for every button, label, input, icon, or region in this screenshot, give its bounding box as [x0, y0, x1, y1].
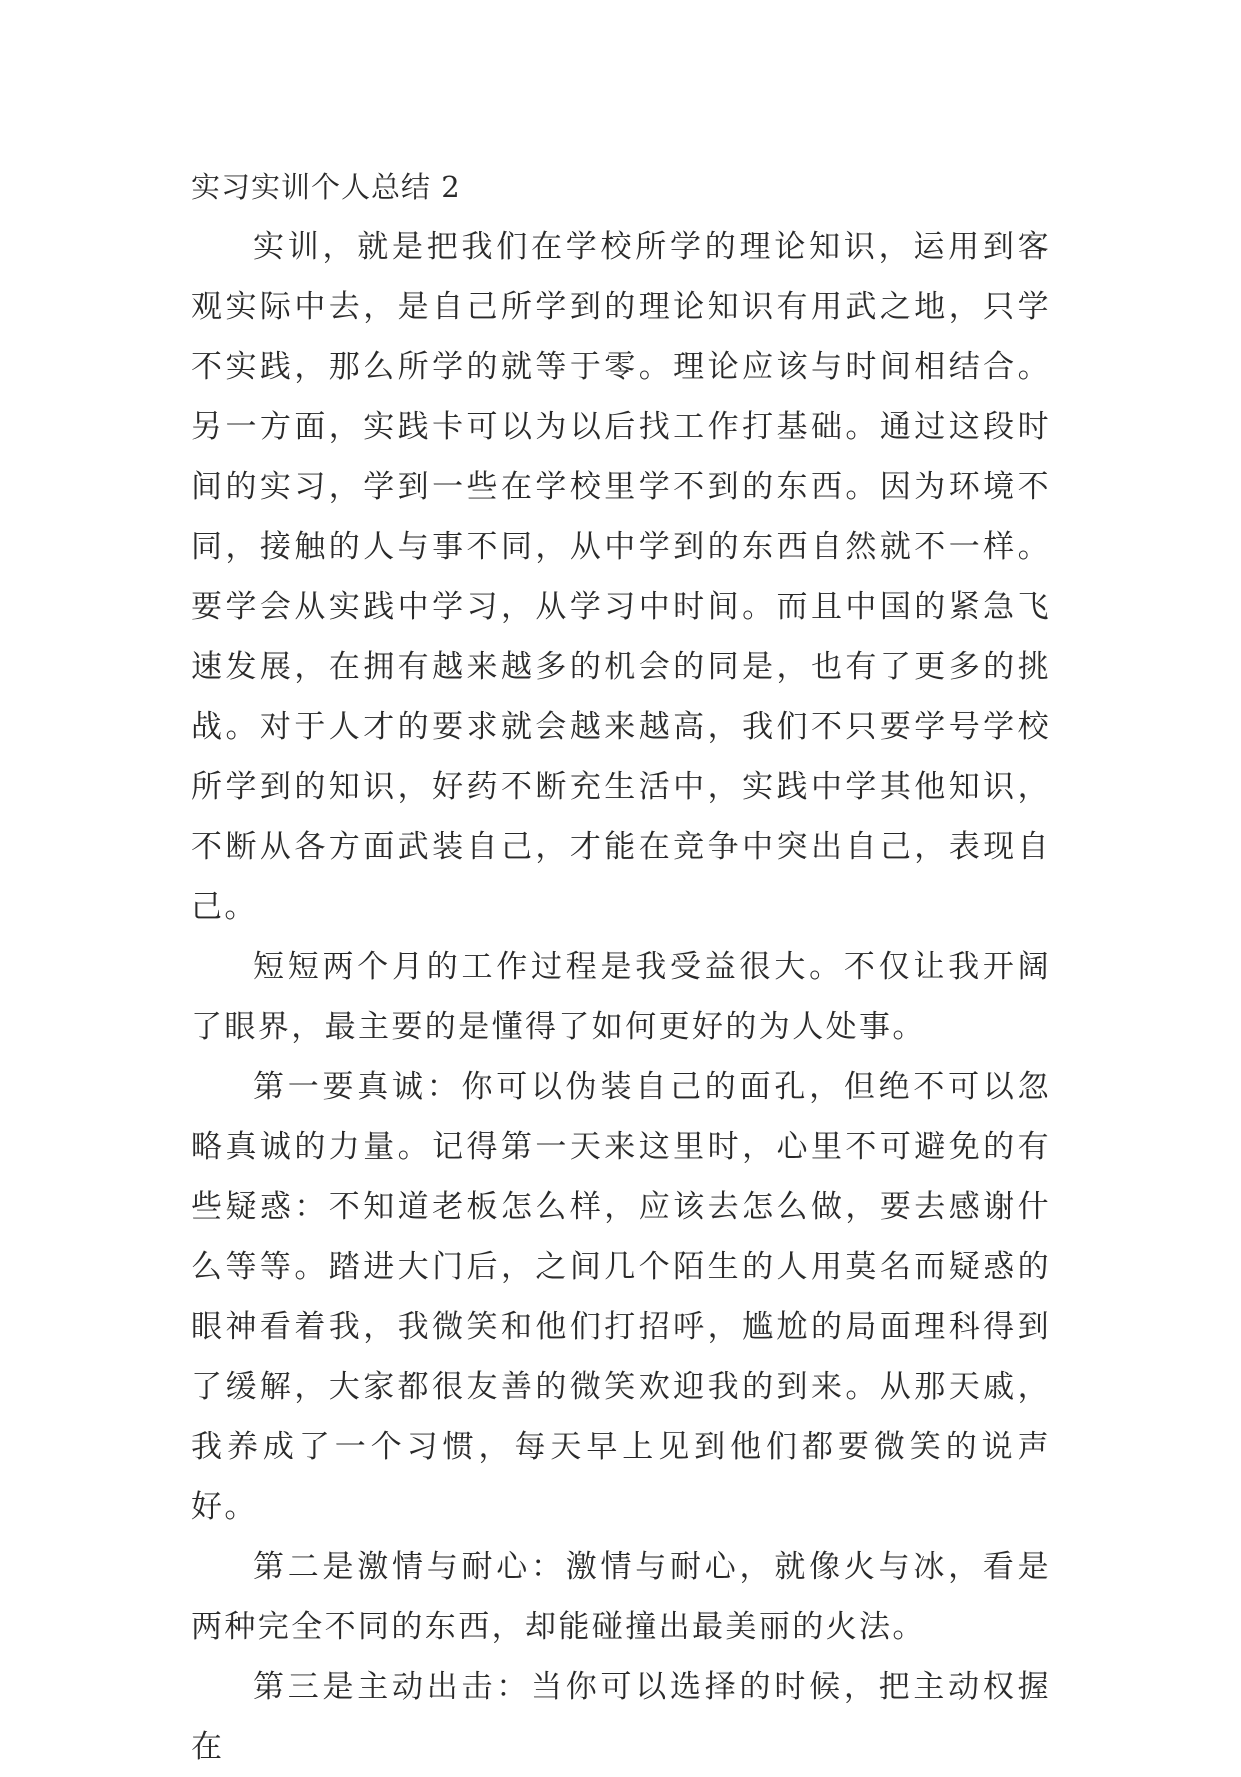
paragraph-internship-meaning: 实训，就是把我们在学校所学的理论知识，运用到客观实际中去，是自己所学到的理论知识有用武之地，只学不实践，那么所学的就等于零。理论应该与时间相结合。另一方面，实践卡可以为以后找工作打基础。通过这段时间的实习，学到一些在学校里学不到的东西。因为环境不同，接触的人与事不同，从中学到的东西自然就不一样。要学会从实践中学习，从学习中时间。而且中国的紧急飞速发展，在拥有越来越多的机会的同是，也有了更多的挑战。对于人才的要求就会越来越高，我们不只要学号学校所学到的知识，好药不断充生活中，实践中学其他知识，不断从各方面武装自己，才能在竞争中突出自己，表现自己。 [191, 229, 1051, 925]
document-page [191, 157, 1051, 1777]
paragraph-sincerity: 第一要真诚：你可以伪装自己的面孔，但绝不可以忽略真诚的力量。记得第一天来这里时，心里不可避免的有些疑惑：不知道老板怎么样，应该去怎么做，要去感谢什么等等。踏进大门后，之间几个陌生的人用莫名而疑惑的眼神看着我，我微笑和他们打招呼，尴尬的局面理科得到了缓解，大家都很友善的微笑欢迎我的到来。从那天戚，我养成了一个习惯，每天早上见到他们都要微笑的说声好。 [191, 1069, 1051, 1525]
paragraph-take-initiative: 第三是主动出击：当你可以选择的时候，把主动权握在 [191, 1669, 1051, 1765]
document-title: 实习实训个人总结 2 [191, 170, 461, 204]
paragraph-two-months: 短短两个月的工作过程是我受益很大。不仅让我开阔了眼界，最主要的是懂得了如何更好的为人处事。 [191, 949, 1051, 1045]
paragraph-passion-patience: 第二是激情与耐心：激情与耐心，就像火与冰，看是两种完全不同的东西，却能碰撞出最美丽的火法。 [191, 1549, 1051, 1645]
